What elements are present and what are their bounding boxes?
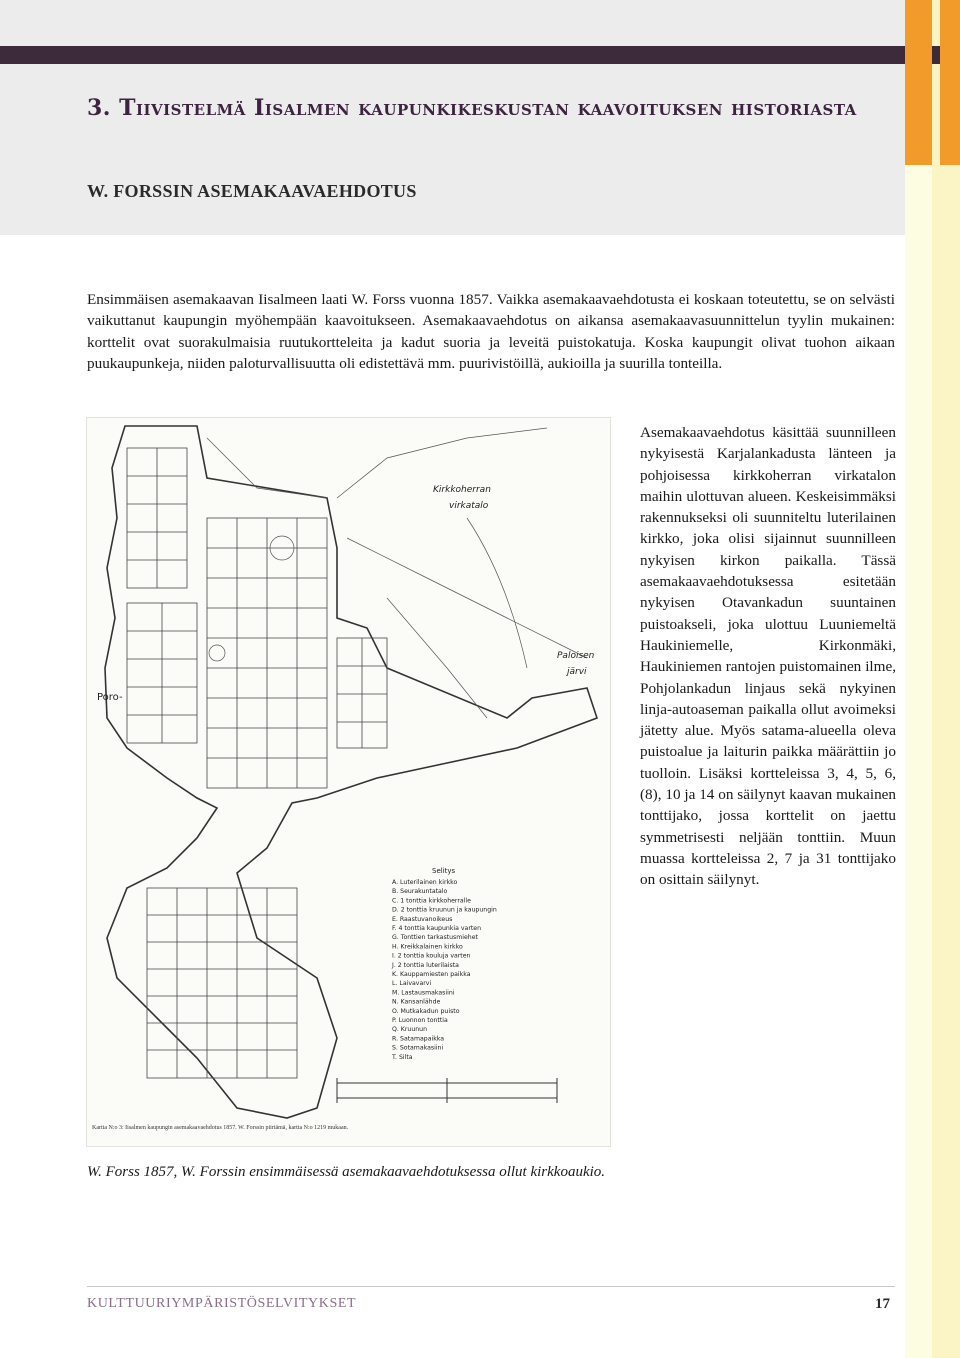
- map-label-paloisen: Paloisen: [557, 651, 595, 661]
- map-grid-upper: [127, 448, 387, 788]
- side-paragraph: Asemakaavaehdotus käsittää suunnilleen nykyisestä Karjalankadusta länteen ja pohjoisessa kirkkoherran virkatalon maihin ulottuvan alueen. Keskeisimmäksi rakennukseksi oli suunniteltu luterilainen kirkko, joka olisi sijainnut suunnilleen nykyisen kirkon paikalla. Tässä asemakaavaehdotuksessa esitetään nykyisen Otavankadun suuntainen puistoakseli, joka ulottuu Luuniemeltä Haukiniemelle, Kirkonmäki, Haukiniemen rantojen puistomainen ilme, Pohjolankadun linjaus sekä nykyinen linja-autoaseman paikalla ollut avoimeksi jätetty alue. Myös satama-alueella oleva puistoalue ja laiturin paikka määrättiin jo tuolloin. Lisäksi kortteleissa 3, 4, 5, 6, (8), 10 ja 14 on säilynyt kaavan mukainen tonttijako, jossa korttelit on jaettu symmetrisesti neljään tonttiin. Muun muassa kortteleissa 2, 7 ja 31 tonttijako on osittain säilynyt.: [640, 424, 896, 889]
- map-drawing: [87, 418, 612, 1148]
- map-legend-item: M. Lastausmakasiini: [392, 989, 455, 997]
- map-legend-item: E. Raastuvanoikeus: [392, 915, 453, 923]
- right-margin-strip-outer: [932, 0, 960, 1358]
- map-legend: [391, 879, 497, 1061]
- map-roads: [207, 428, 587, 718]
- map-legend-title: Selitys: [432, 867, 456, 875]
- map-legend-item: D. 2 tonttia kruunun ja kaupungin: [392, 906, 497, 914]
- map-label-virkatalo: virkatalo: [449, 501, 489, 511]
- map-legend-item: O. Mutkakadun puisto: [392, 1007, 460, 1015]
- map-legend-item: I. 2 tonttia kouluja varten: [392, 952, 471, 960]
- map-legend-item: G. Tonttien tarkastusmiehet: [392, 934, 478, 942]
- map-label-kirkkoherra: Kirkkoherran: [433, 485, 491, 495]
- map-legend-item: R. Satamapaikka: [392, 1035, 445, 1043]
- map-legend-item: Q. Kruunun: [392, 1026, 428, 1034]
- map-legend-item: K. Kauppamiesten paikka: [392, 971, 471, 978]
- section-subtitle: W. FORSSIN ASEMAKAAVAEHDOTUS: [87, 181, 417, 201]
- map-legend-item: C. 1 tonttia kirkkoherralle: [392, 897, 471, 905]
- map-legend-item: J. 2 tonttia luterilaista: [392, 961, 459, 969]
- map-grid-lower: [147, 888, 297, 1078]
- map-legend-item: P. Luonnon tonttia: [392, 1017, 448, 1024]
- map-legend-item: S. Sotamakasiini: [392, 1044, 444, 1052]
- historical-map-image: [86, 417, 611, 1147]
- map-label-poro: Poro-: [97, 692, 123, 703]
- map-small-caption: Kartta N:o 3: Iisalmen kaupungin asemakaavaehdotus 1857. W. Forssin piirtämä, kartta N:o 1219 mukaan.: [92, 1125, 349, 1131]
- map-legend-item: T. Silta: [392, 1053, 413, 1061]
- map-label-jarvi: järvi: [567, 667, 587, 677]
- map-legend-item: H. Kreikkalainen kirkko: [392, 943, 463, 951]
- right-margin-strip: [905, 0, 932, 1358]
- orange-accent-bar-2: [940, 0, 960, 165]
- map-legend-item: A. Luterilainen kirkko: [392, 879, 458, 886]
- map-legend-item: L. Laivavarvi: [392, 980, 432, 988]
- page-title: 3. Tiivistelmä Iisalmen kaupunkikeskustan kaavoituksen historiasta: [87, 95, 857, 121]
- intro-paragraph: Ensimmäisen asemakaavan Iisalmeen laati W. Forss vuonna 1857. Vaikka asemakaavaehdotusta ei koskaan toteutettu, se on selvästi vaikuttanut kaupungin myöhempään kaavoitukseen. Asemakaavaehdotus on aikansa asemakaavasuunnittelun tyylin mukainen: korttelit ovat suorakulmaisia ruutukortteleita ja kadut suoria ja leveitä puistokatuja. Koska kaupungit olivat tuohon aikaan puukaupunkeja, niiden paloturvallisuutta oli edistettävä mm. puurivistöillä, aukioilla ja suurilla tonteilla.: [87, 291, 895, 372]
- map-legend-item: N. Kansanlähde: [392, 998, 441, 1006]
- orange-accent-bar-1: [905, 0, 932, 165]
- footer-rule: [87, 1286, 895, 1287]
- page-number: 17: [875, 1296, 890, 1312]
- map-shoreline: [105, 426, 597, 1118]
- map-scale-bar: [337, 1078, 557, 1103]
- footer-publication-name: KULTTUURIYMPÄRISTÖSELVITYKSET: [87, 1296, 357, 1311]
- map-legend-item: F. 4 tonttia kaupunkia varten: [392, 925, 482, 932]
- header-top-bar: [0, 46, 960, 64]
- figure-caption: W. Forss 1857, W. Forssin ensimmäisessä asemakaavaehdotuksessa ollut kirkkoaukio.: [87, 1164, 606, 1180]
- map-legend-item: B. Seurakuntatalo: [392, 888, 448, 896]
